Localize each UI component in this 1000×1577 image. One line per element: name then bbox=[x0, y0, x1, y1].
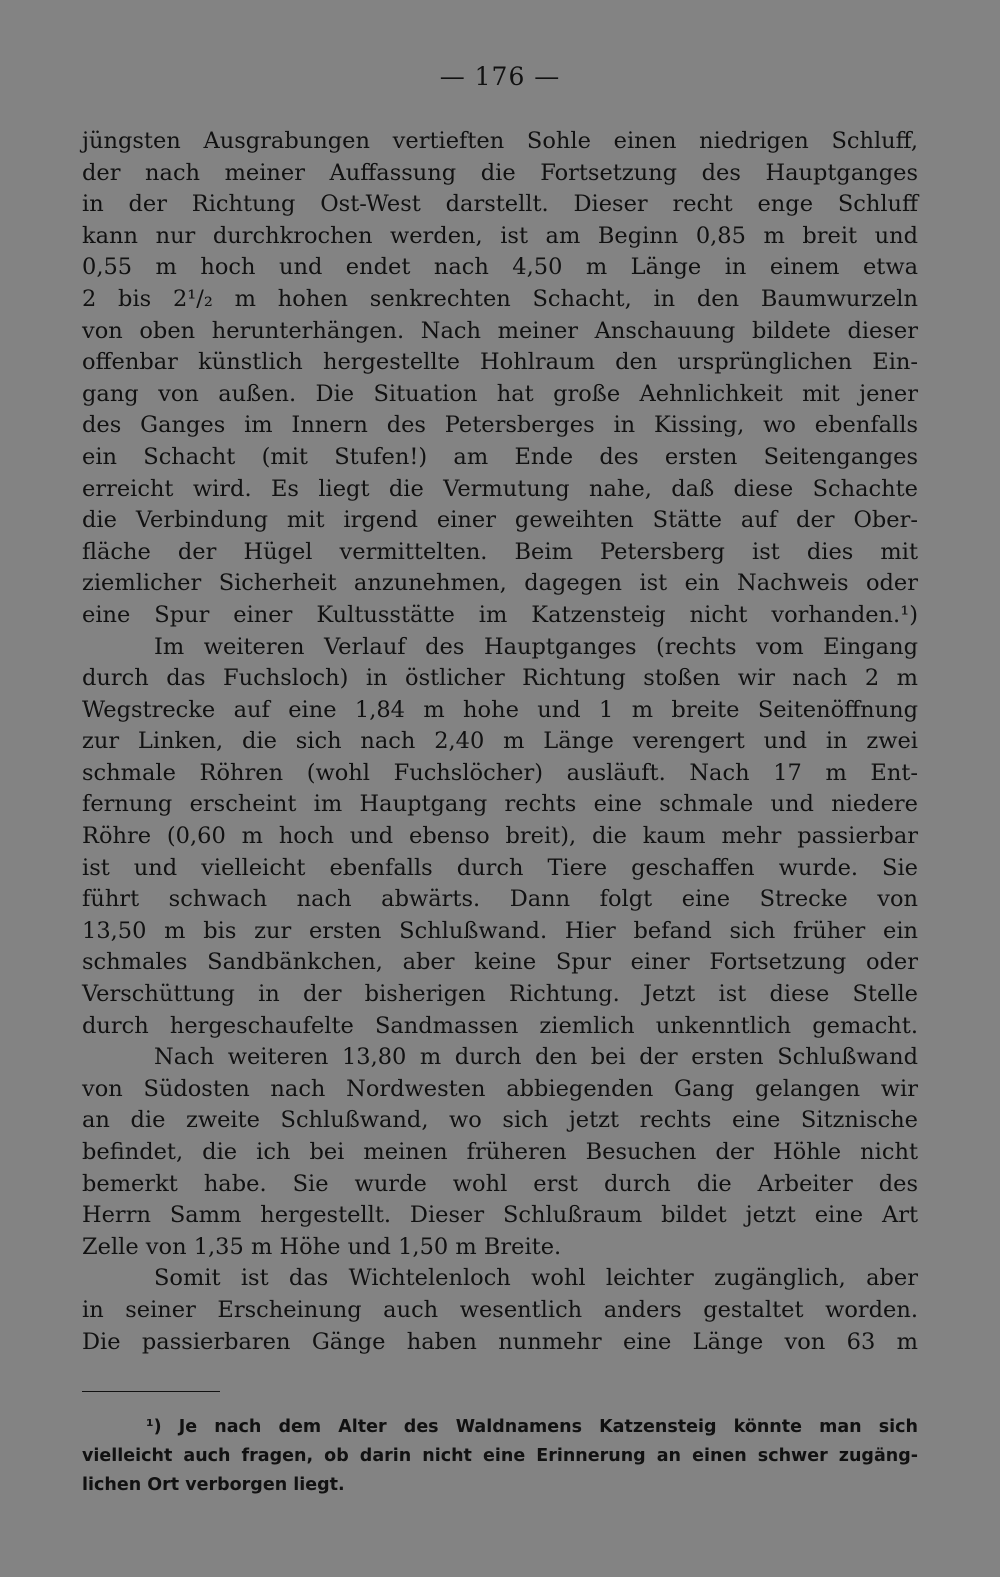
text-line: durch das Fuchsloch) in östlicher Richtung stoßen wir nach 2 m bbox=[82, 665, 918, 692]
text-line: in der Richtung Ost-West darstellt. Dieser recht enge Schluff bbox=[82, 191, 918, 218]
text-line: fläche der Hügel vermittelten. Beim Petersberg ist dies mit bbox=[82, 538, 918, 565]
text-line: fernung erscheint im Hauptgang rechts eine schmale und niedere bbox=[82, 791, 918, 818]
text-line: des Ganges im Innern des Petersberges in Kissing, wo ebenfalls bbox=[82, 412, 918, 439]
text-line: Zelle von 1,35 m Höhe und 1,50 m Breite. bbox=[82, 1233, 562, 1260]
text-line: ein Schacht (mit Stufen!) am Ende des ersten Seitenganges bbox=[82, 443, 918, 470]
text-line: an die zweite Schlußwand, wo sich jetzt rechts eine Sitznische bbox=[82, 1107, 918, 1134]
text-line: Verschüttung in der bisherigen Richtung. Jetzt ist diese Stelle bbox=[82, 981, 918, 1008]
footnotes bbox=[82, 1413, 918, 1500]
text-line: jüngsten Ausgrabungen vertieften Sohle einen niedrigen Schluff, bbox=[82, 128, 918, 154]
text-line: schmale Röhren (wohl Fuchslöcher) ausläuft. Nach 17 m Ent- bbox=[82, 759, 918, 786]
text-line: 13,50 m bis zur ersten Schlußwand. Hier befand sich früher ein bbox=[82, 917, 918, 944]
text-line: in seiner Erscheinung auch wesentlich anders gestaltet worden. bbox=[82, 1296, 918, 1323]
text-line: 0,55 m hoch und endet nach 4,50 m Länge in einem etwa bbox=[82, 254, 918, 281]
text-line: gang von außen. Die Situation hat große Aehnlichkeit mit jener bbox=[82, 380, 918, 407]
text-line: führt schwach nach abwärts. Dann folgt eine Strecke von bbox=[82, 886, 918, 913]
text-line: eine Spur einer Kultusstätte im Katzensteig nicht vorhanden.¹) bbox=[82, 601, 918, 628]
text-line: befindet, die ich bei meinen früheren Besuchen der Höhle nicht bbox=[82, 1139, 918, 1165]
footnote-line: ¹) Je nach dem Alter des Waldnamens Katzensteig könnte man sich bbox=[146, 1417, 918, 1437]
text-line: ziemlicher Sicherheit anzunehmen, dagegen ist ein Nachweis oder bbox=[82, 570, 918, 597]
footnote-divider bbox=[82, 1391, 220, 1392]
text-line: 2 bis 2¹/₂ m hohen senkrechten Schacht, in den Baumwurzeln bbox=[82, 285, 918, 312]
text-line: Nach weiteren 13,80 m durch den bei der ersten Schlußwand bbox=[154, 1044, 918, 1071]
body-text bbox=[82, 126, 918, 1358]
page-number: — 176 — bbox=[439, 62, 561, 91]
footnote-line: lichen Ort verborgen liegt. bbox=[82, 1475, 345, 1495]
text-line: Röhre (0,60 m hoch und ebenso breit), die kaum mehr passierbar bbox=[82, 823, 918, 850]
text-line: Die passierbaren Gänge haben nunmehr eine Länge von 63 m bbox=[82, 1328, 918, 1355]
text-line: Somit ist das Wichtelenloch wohl leichter zugänglich, aber bbox=[154, 1265, 918, 1292]
text-line: Wegstrecke auf eine 1,84 m hohe und 1 m breite Seitenöffnung bbox=[82, 696, 918, 723]
text-line: erreicht wird. Es liegt die Vermutung nahe, daß diese Schachte bbox=[82, 475, 918, 502]
text-line: der nach meiner Auffassung die Fortsetzung des Hauptganges bbox=[82, 159, 918, 186]
text-line: kann nur durchkrochen werden, ist am Beginn 0,85 m breit und bbox=[82, 222, 918, 249]
text-line: Im weiteren Verlauf des Hauptganges (rechts vom Eingang bbox=[154, 633, 918, 660]
text-line: offenbar künstlich hergestellte Hohlraum den ursprünglichen Ein- bbox=[82, 349, 918, 376]
text-line: Herrn Samm hergestellt. Dieser Schlußraum bildet jetzt eine Art bbox=[82, 1202, 918, 1229]
text-line: schmales Sandbänkchen, aber keine Spur einer Fortsetzung oder bbox=[82, 949, 918, 976]
text-line: die Verbindung mit irgend einer geweihten Stätte auf der Ober- bbox=[82, 507, 918, 534]
text-line: zur Linken, die sich nach 2,40 m Länge verengert und in zwei bbox=[82, 728, 918, 755]
text-line: von oben herunterhängen. Nach meiner Anschauung bildete dieser bbox=[82, 317, 918, 344]
text-line: bemerkt habe. Sie wurde wohl erst durch die Arbeiter des bbox=[82, 1170, 918, 1197]
text-line: durch hergeschaufelte Sandmassen ziemlich unkenntlich gemacht. bbox=[82, 1012, 918, 1039]
text-line: von Südosten nach Nordwesten abbiegenden Gang gelangen wir bbox=[82, 1075, 918, 1102]
footnote-line: vielleicht auch fragen, ob darin nicht eine Erinnerung an einen schwer zugäng- bbox=[82, 1446, 918, 1466]
text-line: ist und vielleicht ebenfalls durch Tiere geschaffen wurde. Sie bbox=[82, 854, 918, 881]
